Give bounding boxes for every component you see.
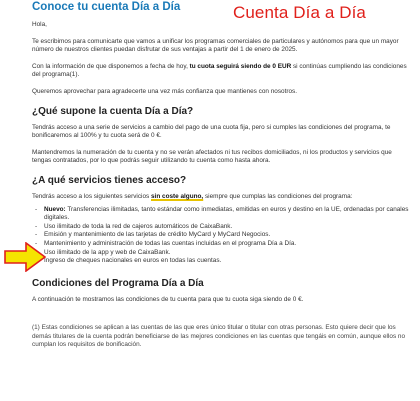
list-item: - Emisión y mantenimiento de las tarjetas de crédito MyCard y MyCard Negocios. [35,231,271,239]
intro-p2-before: Con la información de que disponemos a fecha de hoy, [32,62,190,70]
hero-title: Cuenta Día a Día [233,3,366,22]
list-item: - Uso ilimitado de toda la red de cajeros automáticos de CaixaBank. [35,222,233,230]
email-title: Conoce tu cuenta Día a Día [32,1,181,13]
services-list [32,206,412,266]
section2-intro [32,193,412,202]
greeting: Hola, [32,21,47,28]
arrow-right-icon [4,242,46,272]
section1-paragraph-1: Tendrás acceso a una serie de servicios a cambio del pago de una cuota fija, pero si cumples las condiciones del programa, te bonificaremos al 100% y tu cuota será de 0 €. [32,123,391,140]
free-highlight: sin coste alguno, [151,192,204,200]
new-item-text: Transferencias ilimitadas, tanto estándar como inmediatas, emitidas en euros y destino en la UE, ordenadas por canales digitales. [44,205,409,222]
section-heading-services: ¿A qué servicios tienes acceso? [32,174,187,186]
section2-intro-before: Tendrás acceso a los siguientes servicios [32,192,151,200]
list-item: - Mantenimiento y administración de todas las cuentas incluidas en el programa Día a Día. [35,239,297,247]
section1-paragraph-2: Mantendremos la numeración de tu cuenta y no se verán afectados ni tus recibos domiciliados, ni los productos y servicios que tengas contratados, por lo que podrás seguir utilizando tu cuenta como hasta ahora. [32,148,392,165]
intro-paragraph-3: Queremos aprovechar para agradecerte una vez más confianza que mantienes con nosotros. [32,87,298,95]
intro-paragraph-2 [32,63,412,80]
section3-paragraph-1: A continuación te mostramos las condiciones de tu cuenta para que tu cuota siga siendo de 0 €. [32,295,304,303]
new-label: Nuevo: [44,205,66,213]
section-heading-conditions: Condiciones del Programa Día a Día [32,277,204,289]
email-body [32,19,412,350]
list-item: Uso ilimitado de la app y web de CaixaBank. [44,248,171,256]
intro-p2-bold: tu cuota seguirá siendo de 0 EUR [189,62,292,70]
section2-intro-after: siempre que cumplas las condiciones del programa: [203,192,353,200]
list-item-new: - Nuevo: Transferencias ilimitadas, tanto estándar como inmediatas, emitidas en euros y destino en la UE, ordenadas por canales digitales. [35,205,409,222]
intro-paragraph-1: Te escribimos para comunicarte que vamos a unificar los programas comerciales de particulares y autónomos para que un mayor número de nuestros clientes puedan disfrutar de sus ventajas a partir del 1 de enero de 2025. [32,37,399,54]
footnote: (1) Estas condiciones se aplican a las cuentas de las que eres único titular o titular con otras personas. Esto quiere decir que los demás titulares de la cuenta podrán beneficiarse de las mejores condiciones en las cuentas que tengáis en común, aunque ellos no cumplan los requisitos de bonificación. [32,324,406,349]
list-item: Ingreso de cheques nacionales en euros en todas las cuentas. [44,257,222,265]
intro-p2-after: si continúas cumpliendo las condiciones del programa(1). [32,62,407,79]
section-heading-what: ¿Qué supone la cuenta Día a Día? [32,105,194,117]
